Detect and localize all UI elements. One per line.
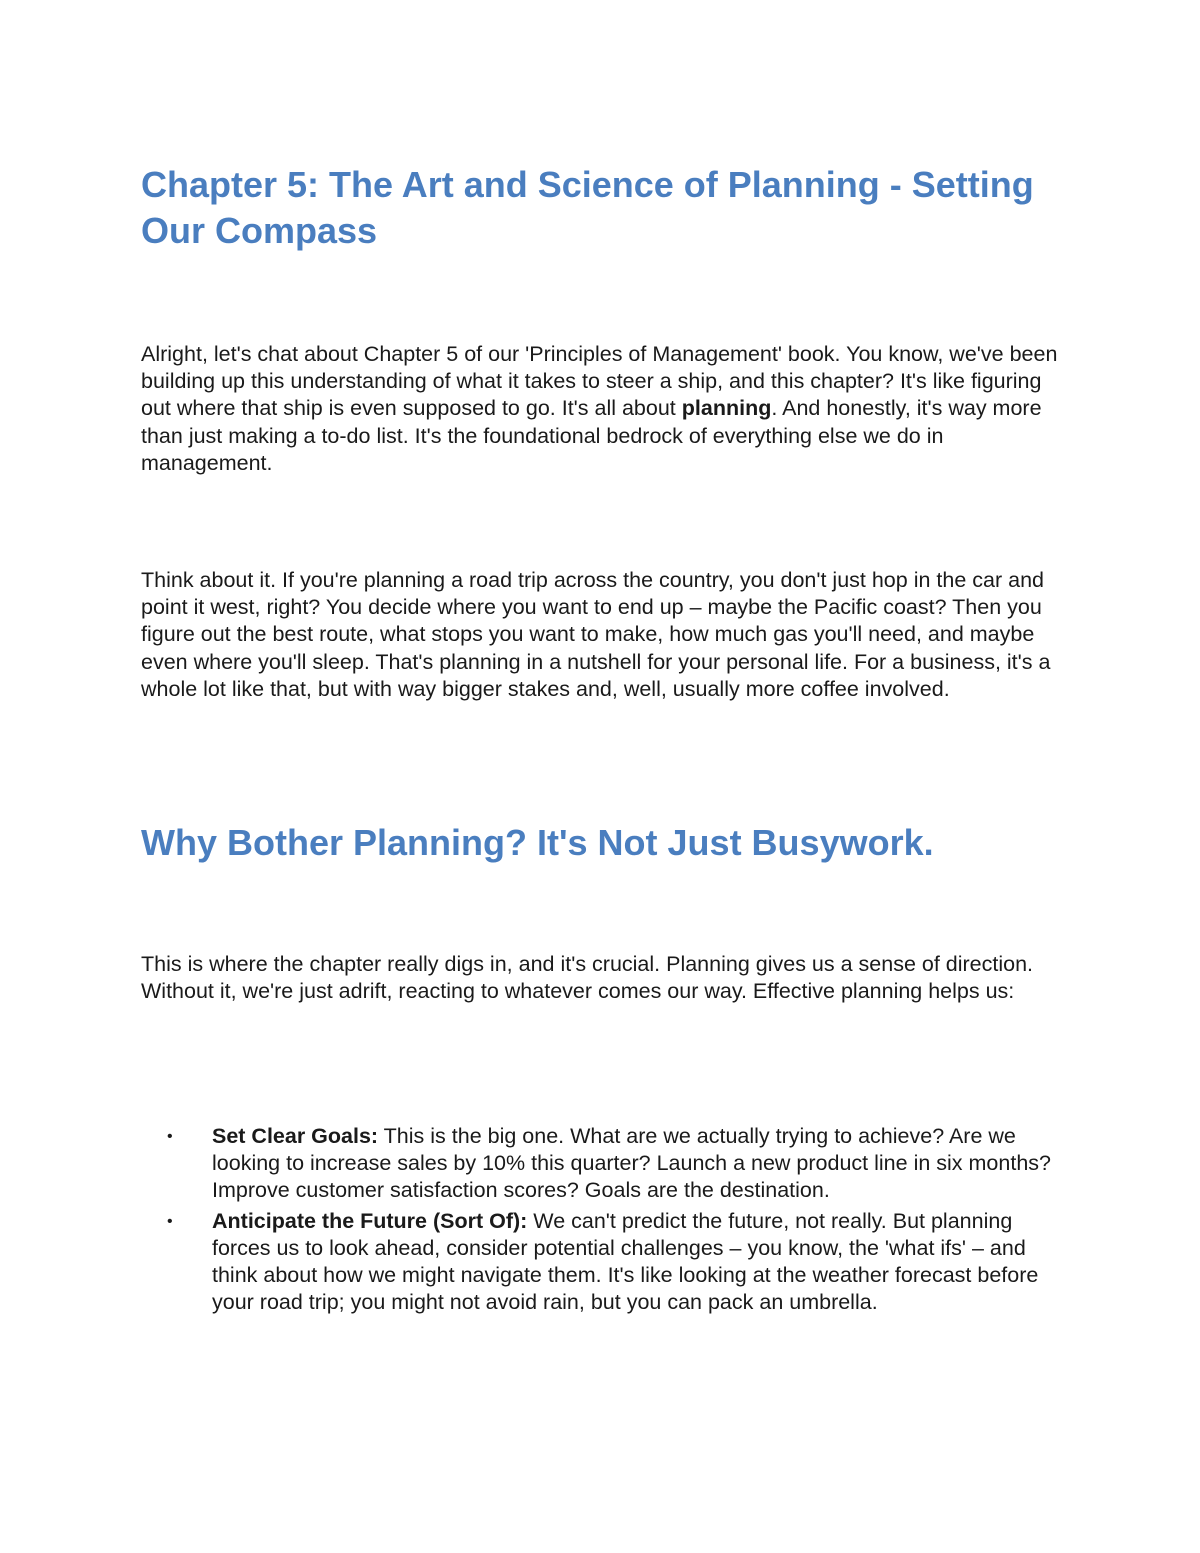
intro-paragraph-1-end: . And honestly, it's way more than just making a to-do list. It's the foundational bedrock of everything else we do in management. [141,396,1042,475]
list-item-label: Set Clear Goals: [212,1124,379,1148]
list-item [141,1123,1066,1205]
list-item-text: This is the big one. What are we actually trying to achieve? Are we looking to increase sales by 10% this quarter? Launch a new product line in six months? Improve customer satisfaction scores? Goals are the destination. [212,1124,1051,1203]
bullet-icon: • [167,1212,173,1230]
bullet-icon: • [167,1128,173,1145]
list-item-label: Anticipate the Future (Sort Of): [212,1208,528,1233]
planning-keyword: planning [681,396,772,421]
list-item [141,1208,1066,1317]
section-paragraph-1: This is where the chapter really digs in, and it's crucial. Planning gives us a sense of direction. Without it, we're just adrift, reacting to whatever comes our way. Effective planning helps us: [141,952,1034,1004]
intro-paragraph-2: Think about it. If you're planning a road trip across the country, you don't just hop in the car and point it west, right? You decide where you want to end up – maybe the Pacific coast? Then you figure out the best route, what stops you want to make, how much gas you'll need, and maybe even where you'll sleep. That's planning in a nutshell for your personal life. For a business, it's a whole lot like that, but with way bigger stakes and, well, usually more coffee involved. [141,568,1051,701]
benefits-list [141,1123,1066,1319]
list-item-text: We can't predict the future, not really. But planning forces us to look ahead, consider potential challenges – you know, the 'what ifs' – and think about how we might navigate them. It's like looking at the weather forecast before your road trip; you might not avoid rain, but you can pack an umbrella. [212,1208,1039,1315]
intro-paragraph-1 [141,341,1061,477]
intro-paragraph-1-start: Alright, let's chat about Chapter 5 of our 'Principles of Management' book. You know, we've been building up this understanding of what it takes to steer a ship, and this chapter? It's like figuring out where that ship is even supposed to go. It's all about [141,342,1058,421]
chapter-title: Chapter 5: The Art and Science of Planning - Setting Our Compass [141,164,1034,251]
section-heading: Why Bother Planning? It's Not Just Busywork. [141,822,934,863]
